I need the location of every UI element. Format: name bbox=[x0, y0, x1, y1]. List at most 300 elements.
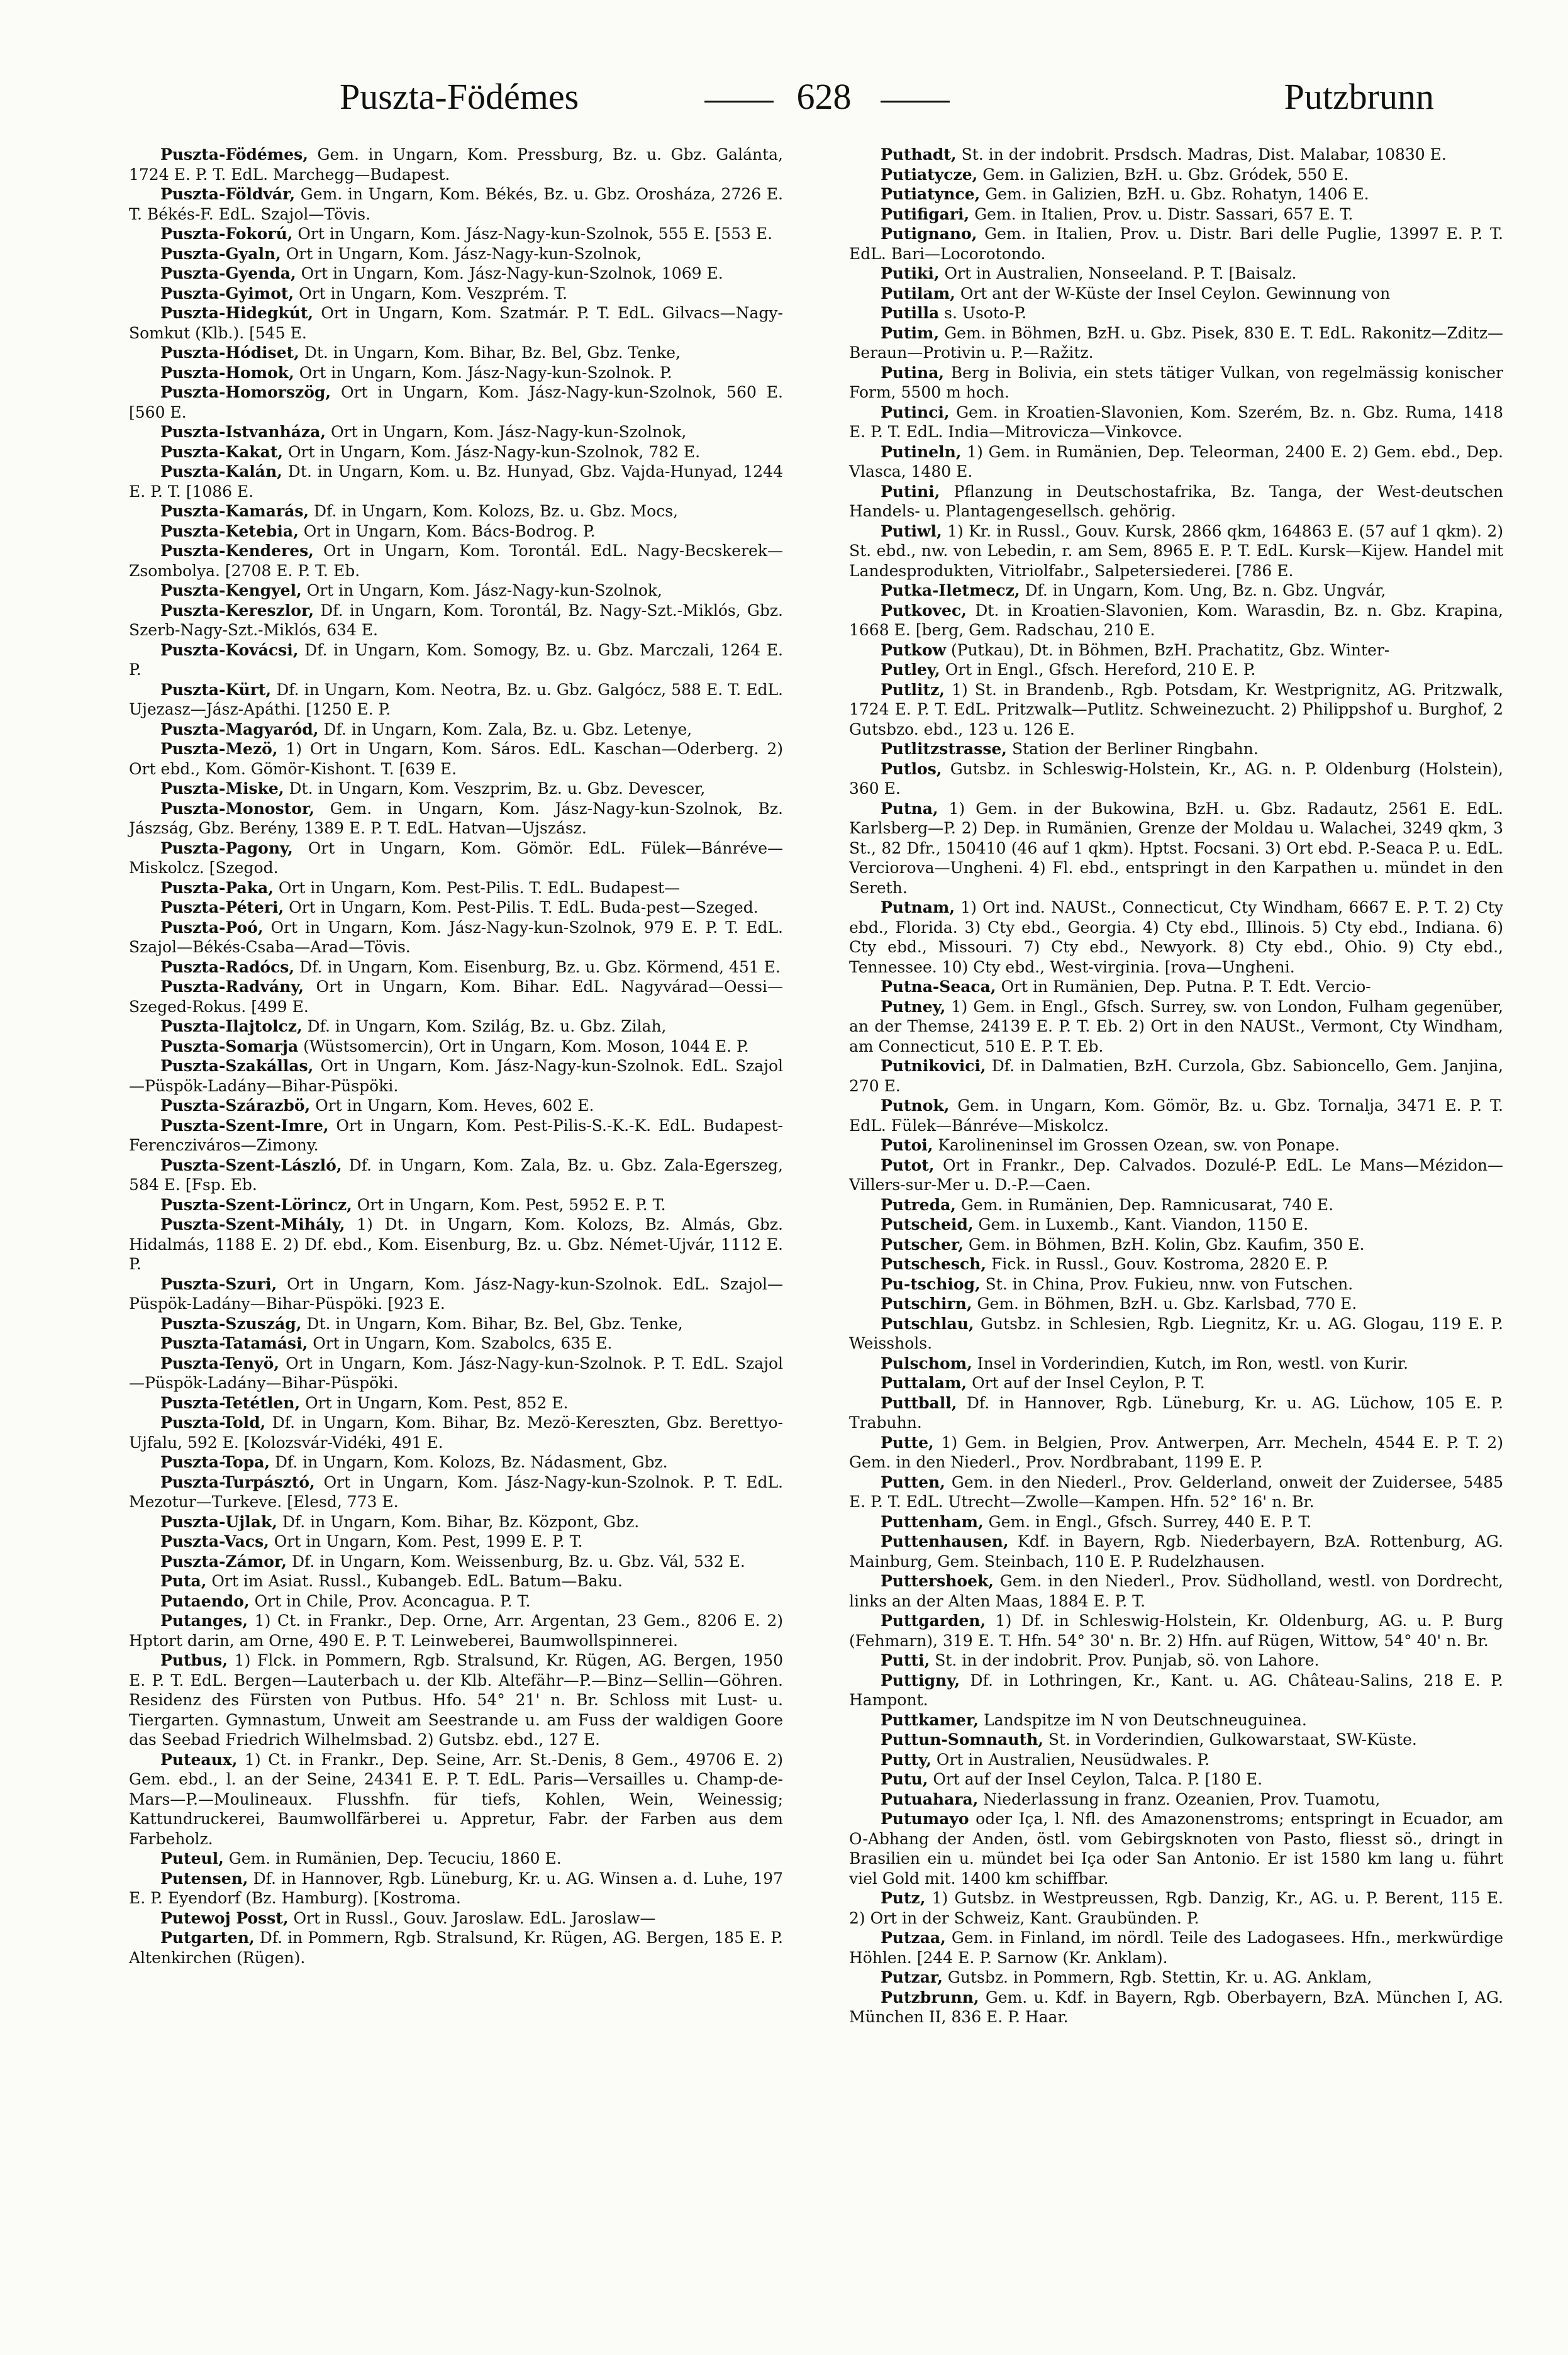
entry-text: Gem. in Galizien, BzH. u. Gbz. Rohatyn, 1406 E. bbox=[980, 185, 1369, 203]
entry-text: Gutsbz. in Pommern, Rgb. Stettin, Kr. u. AG. Anklam, bbox=[942, 1968, 1372, 1986]
entry-text: 1) Dt. in Ungarn, Kom. Kolozs, Bz. Almás, Gbz. Hidalmás, 1188 E. 2) Df. ebd., Kom. Eisenburg, Bz. u. Gbz. Német-Ujvár, 1112 E. P. bbox=[129, 1215, 783, 1273]
dictionary-entry bbox=[129, 1116, 783, 1155]
header-dash-right bbox=[881, 101, 950, 103]
dictionary-entry bbox=[849, 1294, 1503, 1314]
entry-headword: Puttenhausen, bbox=[881, 1532, 1009, 1551]
entry-text: Gem. in Italien, Prov. u. Distr. Sassari, 657 E. T. bbox=[969, 204, 1354, 223]
dictionary-entry bbox=[129, 1849, 783, 1869]
entry-headword: Puszta-Radócs, bbox=[160, 957, 295, 976]
entry-text: Ort in Ungarn, Kom. Pest, 852 E. bbox=[300, 1393, 569, 1412]
entry-headword: Putlitz, bbox=[881, 680, 945, 699]
dictionary-entry bbox=[849, 1373, 1503, 1393]
entry-headword: Putifigari, bbox=[881, 204, 970, 223]
entry-headword: Putnok, bbox=[881, 1096, 950, 1115]
entry-text: Df. in Ungarn, Kom. Torontál, Bz. Nagy-Szt.-Miklós, Gbz. Szerb-Nagy-Szt.-Miklós, 634 E. bbox=[129, 601, 783, 639]
entry-headword: Puszta-Szent-Lörincz, bbox=[160, 1195, 352, 1214]
entry-headword: Puszta-Szent-László, bbox=[160, 1155, 342, 1174]
entry-headword: Puszta-Kengyel, bbox=[160, 581, 302, 599]
dictionary-entry bbox=[849, 759, 1503, 799]
entry-text: Dt. in Ungarn, Kom. u. Bz. Hunyad, Gbz. Vajda-Hunyad, 1244 E. P. T. [1086 E. bbox=[129, 462, 783, 501]
entry-text: Ort in Ungarn, Kom. Jász-Nagy-kun-Szolnok, 782 E. bbox=[283, 442, 701, 461]
entry-text: Ort ant der W-Küste der Insel Ceylon. Gewinnung von bbox=[955, 284, 1391, 303]
dictionary-entry bbox=[129, 1532, 783, 1552]
dictionary-entry bbox=[129, 284, 783, 304]
entry-text: Df. in Ungarn, Kom. Bihar, Bz. Mezö-Kereszten, Gbz. Berettyo-Ujfalu, 592 E. [Kolozsvár-Vidéki, 491 E. bbox=[129, 1413, 783, 1452]
entry-text: Fick. in Russl., Gouv. Kostroma, 2820 E. P. bbox=[986, 1255, 1328, 1273]
dictionary-entry bbox=[849, 1215, 1503, 1235]
dictionary-entry bbox=[849, 1056, 1503, 1096]
dictionary-entry bbox=[129, 145, 783, 184]
dictionary-entry bbox=[849, 1809, 1503, 1888]
dictionary-entry bbox=[849, 1710, 1503, 1730]
entry-headword: Puszta-Szent-Imre, bbox=[160, 1116, 329, 1135]
entry-text: Df. in Ungarn, Kom. Weissenburg, Bz. u. Gbz. Vál, 532 E. bbox=[287, 1552, 745, 1571]
entry-headword: Puszta-Istvanháza, bbox=[160, 423, 326, 441]
entry-headword: Putumayo bbox=[881, 1810, 969, 1828]
entry-headword: Puszta-Homorszög, bbox=[160, 383, 331, 401]
entry-headword: Puszta-Paka, bbox=[160, 878, 274, 897]
entry-text: (Wüstsomercin), Ort in Ungarn, Kom. Moson, 1044 E. P. bbox=[298, 1037, 749, 1055]
entry-headword: Puszta-Ketebia, bbox=[160, 521, 299, 540]
entry-headword: Puszta-Mezö, bbox=[160, 740, 278, 758]
entry-headword: Puszta-Szárazbö, bbox=[160, 1096, 311, 1115]
entry-text: Ort in Ungarn, Kom. Szatmár. P. T. EdL. Gilvacs—Nagy-Somkut (Klb.). [545 E. bbox=[129, 304, 783, 342]
entry-headword: Puszta-Somarja bbox=[160, 1037, 299, 1055]
entry-headword: Puszta-Gyimot, bbox=[160, 284, 294, 303]
entry-headword: Pu-tschiog, bbox=[881, 1274, 981, 1293]
entry-text: St. in Vorderindien, Gulkowarstaat, SW-Küste. bbox=[1043, 1730, 1417, 1749]
entry-headword: Putoi, bbox=[881, 1136, 933, 1154]
entry-headword: Putkovec, bbox=[881, 601, 967, 620]
entry-headword: Putzaa, bbox=[881, 1929, 946, 1947]
entry-text: Ort in Ungarn, Kom. Pest-Pilis-S.-K.-K. EdL. Budapest-Ferencziváros—Zimony. bbox=[129, 1116, 783, 1154]
entry-headword: Putscher, bbox=[881, 1235, 964, 1254]
entry-text: Pflanzung in Deutschostafrika, Bz. Tanga, der West-deutschen Handels- u. Plantagengesellsch. gehörig. bbox=[849, 482, 1503, 520]
dictionary-entry bbox=[849, 323, 1503, 363]
entry-text: 1) Flck. in Pommern, Rgb. Stralsund, Kr. Rügen, AG. Bergen, 1950 E. P. T. EdL. Bergen—Lauterbach u. der Klb. Altefähr—P.—Binz—Sellin—Göhren. Residenz des Fürsten von Putbus. Hfo. 54° 21' n. Br. Schloss mit Lust- u. Tiergarten. Gymnastum, Unweit am Seestrande u. am Fuss der waldigen Goore das Seebad Friedrich Wilhelmsbad. 2) Gutsbz. ebd., 127 E. bbox=[129, 1651, 783, 1749]
dictionary-entry bbox=[849, 204, 1503, 225]
entry-text: Df. in Ungarn, Kom. Ung, Bz. n. Gbz. Ungvár, bbox=[1020, 581, 1386, 599]
dictionary-entry bbox=[849, 165, 1503, 185]
dictionary-entry bbox=[129, 244, 783, 264]
dictionary-entry bbox=[129, 1869, 783, 1908]
entry-text: Karolineninsel im Grossen Ozean, sw. von Ponape. bbox=[933, 1136, 1340, 1154]
entry-headword: Puszta-Told, bbox=[160, 1413, 266, 1432]
dictionary-entry bbox=[849, 1512, 1503, 1532]
dictionary-entry bbox=[129, 1452, 783, 1473]
entry-text: 1) Ort ind. NAUSt., Connecticut, Cty Windham, 6667 E. P. T. 2) Cty ebd., Florida. 3) Cty ebd., Georgia. 4) Cty ebd., Illinois. 5) Cty ebd., Indiana. 6) Cty ebd., Missouri. 7) Cty ebd., Newyork. 8) Cty ebd., Ohio. 9) Cty ebd., Tennessee. 10) Cty ebd., West-virginia. [rova—Ungheni. bbox=[849, 898, 1503, 976]
entry-text: Niederlassung in franz. Ozeanien, Prov. Tuamotu, bbox=[978, 1790, 1381, 1808]
entry-text: Gem. in Rumänien, Dep. Tecuciu, 1860 E. bbox=[223, 1849, 562, 1868]
entry-headword: Puszta-Kenderes, bbox=[160, 542, 314, 560]
dictionary-entry bbox=[849, 363, 1503, 403]
dictionary-entry bbox=[129, 264, 783, 284]
entry-text: 1) Ct. in Frankr., Dep. Seine, Arr. St.-Denis, 8 Gem., 49706 E. 2) Gem. ebd., l. an der Seine, 24341 E. P. T. EdL. Paris—Versailles u. Champ-de-Mars—P.—Moulineaux. Flusshfn. für tiefs, Kohlen, Wein, Weinessig; Kattundruckerei, Baumwollfärberei u. Appretur, Fabr. der Farben aus dem Farbeholz. bbox=[129, 1750, 783, 1848]
entry-headword: Putten, bbox=[881, 1473, 945, 1491]
entry-text: oder Iça, l. Nfl. des Amazonenstroms; entspringt in Ecuador, am O-Abhang der Anden, östl. vom Gebirgsknoten von Pasto, fliesst sö., dringt in Brasilien ein u. mündet bei Iça oder San Antonio. Er ist 1580 km lang u. führt viel Gold mit. 1400 km schiffbar. bbox=[849, 1810, 1503, 1888]
dictionary-entry bbox=[129, 1056, 783, 1096]
dictionary-entry bbox=[849, 1790, 1503, 1810]
entry-headword: Putiwl, bbox=[881, 521, 942, 540]
entry-text: Gem. in Finland, im nördl. Teile des Ladogasees. Hfn., merkwürdige Höhlen. [244 E. P. Sarnow (Kr. Anklam). bbox=[849, 1929, 1503, 1967]
entry-headword: Puszta-Hódiset, bbox=[160, 343, 299, 362]
entry-headword: Puszta-Kürt, bbox=[160, 680, 272, 699]
dictionary-entry bbox=[129, 541, 783, 581]
dictionary-entry bbox=[849, 1611, 1503, 1651]
dictionary-entry bbox=[129, 501, 783, 521]
entry-text: Dt. in Ungarn, Kom. Veszprim, Bz. u. Gbz. Devescer, bbox=[284, 779, 706, 798]
entry-headword: Puszta-Poó, bbox=[160, 918, 264, 937]
dictionary-entry bbox=[849, 145, 1503, 165]
entry-headword: Putkow bbox=[881, 640, 947, 659]
entry-text: Dt. in Ungarn, Kom. Bihar, Bz. Bel, Gbz. Tenke, bbox=[301, 1314, 683, 1333]
dictionary-entry bbox=[129, 957, 783, 977]
entry-headword: Putiatycze, bbox=[881, 165, 978, 184]
entry-headword: Puszta-Vacs, bbox=[160, 1532, 269, 1551]
entry-text: Df. in Dalmatien, BzH. Curzola, Gbz. Sabioncello, Gem. Janjina, 270 E. bbox=[849, 1057, 1503, 1095]
dictionary-entry bbox=[849, 1473, 1503, 1512]
dictionary-entry bbox=[129, 422, 783, 442]
dictionary-entry bbox=[129, 838, 783, 878]
entry-text: Ort in Ungarn, Kom. Pest, 1999 E. P. T. bbox=[269, 1532, 583, 1551]
entry-headword: Putim, bbox=[881, 323, 940, 342]
entry-headword: Putna, bbox=[881, 799, 938, 818]
entry-headword: Puszta-Szuszág, bbox=[160, 1314, 302, 1333]
dictionary-entry bbox=[849, 997, 1503, 1057]
dictionary-entry bbox=[849, 1651, 1503, 1671]
dictionary-entry bbox=[129, 1333, 783, 1354]
dictionary-entry bbox=[129, 1928, 783, 1968]
entry-headword: Putty, bbox=[881, 1750, 931, 1769]
entry-headword: Putley, bbox=[881, 660, 940, 679]
header-dash-left bbox=[704, 101, 774, 103]
entry-text: 1) Gutsbz. in Westpreussen, Rgb. Danzig, Kr., AG. u. P. Berent, 115 E. 2) Ort in der Schweiz, Kant. Graubünden. P. bbox=[849, 1889, 1503, 1927]
entry-headword: Puszta-Hidegkút, bbox=[160, 304, 314, 322]
dictionary-entry bbox=[129, 363, 783, 383]
dictionary-entry bbox=[849, 601, 1503, 640]
entry-text: Ort in Ungarn, Kom. Jász-Nagy-kun-Szolnok. P. T. EdL. Mezotur—Turkeve. [Elesd, 773 E. bbox=[129, 1473, 783, 1511]
entry-text: Gem. in den Niederl., Prov. Gelderland, onweit der Zuidersee, 5485 E. P. T. EdL. Utrecht—Zwolle—Kampen. Hfn. 52° 16' n. Br. bbox=[849, 1473, 1503, 1511]
entry-text: Ort in Ungarn, Kom. Jász-Nagy-kun-Szolnok. P. bbox=[294, 363, 672, 382]
entry-text: Df. in Ungarn, Kom. Zala, Bz. u. Gbz. Letenye, bbox=[318, 720, 692, 738]
entry-headword: Putzbrunn, bbox=[881, 1988, 979, 2007]
entry-headword: Putlos, bbox=[881, 759, 942, 778]
entry-headword: Puttun-Somnauth, bbox=[881, 1730, 1043, 1749]
entry-text: 1) Gem. in der Bukowina, BzH. u. Gbz. Radautz, 2561 E. EdL. Karlsberg—P. 2) Dep. in Rumänien, Grenze der Moldau u. Walachei, 3249 qkm, 3 St., 82 Dfr., 150410 (46 auf 1 qkm). Hptst. Focsani. 3) Ort ebd. P.-Seaca P. u. EdL. Verciorova—Ungheni. 4) Fl. ebd., entspringt in den Karpathen u. mündet in den Sereth. bbox=[849, 799, 1503, 897]
dictionary-entry bbox=[849, 680, 1503, 740]
entry-text: Ort in Ungarn, Kom. Heves, 602 E. bbox=[310, 1096, 594, 1115]
dictionary-entry bbox=[129, 1195, 783, 1215]
entry-text: Ort in Ungarn, Kom. Jász-Nagy-kun-Szolnok, bbox=[301, 581, 662, 599]
dictionary-entry bbox=[849, 1354, 1503, 1374]
entry-headword: Putscheid, bbox=[881, 1215, 974, 1233]
dictionary-entry bbox=[849, 224, 1503, 264]
dictionary-entry bbox=[129, 720, 783, 740]
entry-text: Ort in Engl., Gfsch. Hereford, 210 E. P. bbox=[940, 660, 1256, 679]
entry-text: Ort in Ungarn, Kom. Jász-Nagy-kun-Szolnok. P. T. EdL. Szajol—Püspök-Ladány—Bihar-Püspöki. bbox=[129, 1354, 783, 1392]
entry-text: Df. in Ungarn, Kom. Somogy, Bz. u. Gbz. Marczali, 1264 E. P. bbox=[129, 640, 783, 679]
entry-text: Gem. in Luxemb., Kant. Viandon, 1150 E. bbox=[973, 1215, 1309, 1233]
entry-headword: Puszta-Kakat, bbox=[160, 442, 284, 461]
entry-headword: Putschesch, bbox=[881, 1255, 987, 1273]
entry-headword: Putilla bbox=[881, 304, 940, 322]
dictionary-entry bbox=[129, 1750, 783, 1849]
entry-headword: Putnikovici, bbox=[881, 1057, 986, 1075]
entry-text: Ort in Ungarn, Kom. Jász-Nagy-kun-Szolnok. EdL. Szajol—Püspök-Ladány—Bihar-Püspöki. bbox=[129, 1057, 783, 1095]
entry-text: Dt. in Ungarn, Kom. Bihar, Bz. Bel, Gbz. Tenke, bbox=[299, 343, 681, 362]
dictionary-entry bbox=[129, 918, 783, 957]
entry-headword: Putilam, bbox=[881, 284, 955, 303]
dictionary-entry bbox=[129, 799, 783, 838]
page-header bbox=[151, 75, 1434, 132]
entry-text: Ort in Russl., Gouv. Jaroslaw. EdL. Jaroslaw— bbox=[288, 1908, 656, 1927]
entry-headword: Puszta-Kovácsi, bbox=[160, 640, 299, 659]
entry-text: Ort in Australien, Neusüdwales. P. bbox=[931, 1750, 1210, 1769]
dictionary-entry bbox=[129, 1393, 783, 1413]
entry-headword: Puszta-Fokorú, bbox=[160, 225, 293, 243]
entry-headword: Putney, bbox=[881, 997, 946, 1016]
entry-headword: Puttalam, bbox=[881, 1374, 967, 1392]
entry-headword: Puszta-Monostor, bbox=[160, 799, 314, 818]
dictionary-entry bbox=[849, 660, 1503, 680]
dictionary-entry bbox=[129, 1016, 783, 1037]
entry-text: Kdf. in Bayern, Rgb. Niederbayern, BzA. Rottenburg, AG. Mainburg, Gem. Steinbach, 110 E. P. Rudelzhausen. bbox=[849, 1532, 1503, 1571]
entry-text: Gem. in den Niederl., Prov. Südholland, westl. von Dordrecht, links an der Alten Maas, 1884 E. P. T. bbox=[849, 1572, 1503, 1610]
entry-headword: Puszta-Szakállas, bbox=[160, 1057, 314, 1075]
entry-text: Ort auf der Insel Ceylon, Talca. P. [180 E. bbox=[928, 1770, 1263, 1788]
entry-headword: Putz, bbox=[881, 1889, 926, 1907]
entry-text: Df. in Ungarn, Kom. Zala, Bz. u. Gbz. Zala-Egerszeg, 584 E. [Fsp. Eb. bbox=[129, 1155, 783, 1194]
entry-text: Ort in Ungarn, Kom. Bihar. EdL. Nagyvárad—Oessi—Szeged-Rokus. [499 E. bbox=[129, 977, 783, 1016]
entry-headword: Puszta-Szuri, bbox=[160, 1274, 277, 1293]
dictionary-entry bbox=[849, 1671, 1503, 1710]
entry-text: Gem. in Kroatien-Slavonien, Kom. Szerém, Bz. n. Gbz. Ruma, 1418 E. P. T. EdL. India—Mitrovicza—Vinkovce. bbox=[849, 403, 1503, 441]
entry-text: 1) St. in Brandenb., Rgb. Potsdam, Kr. Westprignitz, AG. Pritzwalk, 1724 E. P. T. EdL. Pritzwalk—Putlitz. Schweinezucht. 2) Philippshof u. Burghof, 2 Gutsbzo. ebd., 123 u. 126 E. bbox=[849, 680, 1503, 738]
entry-text: Df. in Ungarn, Kom. Szilág, Bz. u. Gbz. Zilah, bbox=[302, 1017, 667, 1035]
dictionary-entry bbox=[129, 184, 783, 224]
entry-text: s. Usoto-P. bbox=[939, 304, 1027, 322]
entry-text: Gutsbz. in Schlesien, Rgb. Liegnitz, Kr. u. AG. Glogau, 119 E. P. Weisshols. bbox=[849, 1314, 1503, 1352]
entry-text: (Putkau), Dt. in Böhmen, BzH. Prachatitz, Gbz. Winter- bbox=[946, 640, 1390, 659]
dictionary-entry bbox=[849, 521, 1503, 581]
entry-text: Ort in Ungarn, Kom. Jász-Nagy-kun-Szolnok, 555 E. [553 E. bbox=[292, 225, 773, 243]
dictionary-entry bbox=[129, 581, 783, 601]
dictionary-entry bbox=[129, 442, 783, 462]
entry-text: Df. in Ungarn, Kom. Kolozs, Bz. Nádasment, Gbz. bbox=[270, 1453, 668, 1471]
entry-text: Dt. in Kroatien-Slavonien, Kom. Warasdin, Bz. n. Gbz. Krapina, 1668 E. [berg, Gem. Radschau, 210 E. bbox=[849, 601, 1503, 639]
dictionary-entry bbox=[129, 1512, 783, 1532]
dictionary-entry bbox=[129, 601, 783, 640]
entry-text: 1) Ort in Ungarn, Kom. Sáros. EdL. Kaschan—Oderberg. 2) Ort ebd., Kom. Gömör-Kishont. T. [639 E. bbox=[129, 740, 783, 778]
entry-headword: Puszta-Homok, bbox=[160, 363, 294, 382]
entry-text: Df. in Ungarn, Kom. Kolozs, Bz. u. Gbz. Mocs, bbox=[309, 502, 678, 520]
dictionary-entry bbox=[849, 1730, 1503, 1750]
dictionary-entry bbox=[129, 878, 783, 898]
dictionary-entry bbox=[129, 521, 783, 542]
entry-text: Ort in Australien, Nonseeland. P. T. [Baisalz. bbox=[939, 264, 1297, 282]
entry-headword: Putineln, bbox=[881, 442, 962, 461]
entry-headword: Putewoj Posst, bbox=[160, 1908, 289, 1927]
entry-text: Berg in Bolivia, ein stets tätiger Vulkan, von regelmässig konischer Form, 5500 m hoch. bbox=[849, 363, 1503, 401]
entry-headword: Putreda, bbox=[881, 1195, 956, 1214]
dictionary-entry bbox=[129, 1354, 783, 1393]
entry-text: Ort in Ungarn, Kom. Jász-Nagy-kun-Szolnok, bbox=[281, 244, 642, 263]
entry-text: 1) Ct. in Frankr., Dep. Orne, Arr. Argentan, 23 Gem., 8206 E. 2) Hptort darin, am Orne, 490 E. P. T. Leinweberei, Baumwollspinnerei. bbox=[129, 1612, 783, 1650]
dictionary-entry bbox=[129, 739, 783, 779]
entry-headword: Puta, bbox=[160, 1572, 207, 1590]
entry-headword: Putini, bbox=[881, 482, 940, 501]
entry-headword: Putignano, bbox=[881, 225, 977, 243]
dictionary-entry bbox=[849, 482, 1503, 521]
entry-text: Gutsbz. in Schleswig-Holstein, Kr., AG. n. P. Oldenburg (Holstein), 360 E. bbox=[849, 759, 1503, 798]
dictionary-entry bbox=[849, 739, 1503, 759]
entry-text: Ort in Ungarn, Kom. Pest-Pilis. T. EdL. Budapest— bbox=[273, 878, 681, 897]
entry-headword: Puttgarden, bbox=[881, 1612, 986, 1630]
entry-text: Station der Berliner Ringbahn. bbox=[1007, 740, 1259, 758]
entry-headword: Putiatynce, bbox=[881, 185, 981, 203]
entry-text: Ort in Chile, Prov. Aconcagua. P. T. bbox=[249, 1591, 531, 1610]
dictionary-entry bbox=[129, 1571, 783, 1591]
page-number: 628 bbox=[796, 76, 852, 117]
entry-headword: Puszta-Szent-Mihály, bbox=[160, 1215, 345, 1233]
entry-text: Df. in Lothringen, Kr., Kant. u. AG. Château-Salins, 218 E. P. Hampont. bbox=[849, 1671, 1503, 1709]
dictionary-entry bbox=[849, 264, 1503, 284]
entry-headword: Putte, bbox=[881, 1433, 934, 1452]
dictionary-entry bbox=[849, 1274, 1503, 1294]
entry-headword: Puszta-Tatamási, bbox=[160, 1334, 308, 1352]
entry-headword: Putlitzstrasse, bbox=[881, 740, 1008, 758]
dictionary-entry bbox=[849, 898, 1503, 977]
entry-headword: Putanges, bbox=[160, 1612, 248, 1630]
dictionary-entry bbox=[129, 1215, 783, 1274]
entry-text: Df. in Ungarn, Kom. Eisenburg, Bz. u. Gbz. Körmend, 451 E. bbox=[294, 957, 781, 976]
dictionary-entry bbox=[849, 799, 1503, 898]
entry-text: Ort im Asiat. Russl., Kubangeb. EdL. Batum—Baku. bbox=[206, 1572, 623, 1590]
entry-headword: Puszta-Magyaród, bbox=[160, 720, 319, 738]
entry-text: Ort in Ungarn, Kom. Szabolcs, 635 E. bbox=[308, 1334, 613, 1352]
entry-text: Gem. in Ungarn, Kom. Jász-Nagy-kun-Szolnok, Bz. Jászság, Gbz. Berény, 1389 E. P. T. EdL. Hatvan—Ujszász. bbox=[129, 799, 783, 837]
entry-headword: Putot, bbox=[881, 1155, 935, 1174]
dictionary-entry bbox=[849, 1433, 1503, 1473]
entry-headword: Puttball, bbox=[881, 1393, 957, 1412]
entry-text: Ort in Rumänien, Dep. Putna. P. T. Edt. Vercio- bbox=[996, 977, 1371, 996]
dictionary-entry bbox=[129, 1314, 783, 1334]
dictionary-entry bbox=[849, 442, 1503, 482]
entry-headword: Puszta-Ujlak, bbox=[160, 1512, 277, 1531]
entry-headword: Puttkamer, bbox=[881, 1710, 979, 1729]
entry-text: 1) Kr. in Russl., Gouv. Kursk, 2866 qkm, 164863 E. (57 auf 1 qkm). 2) St. ebd., nw. von Lebedin, r. am Sem, 8965 E. P. T. EdL. Kursk—Kijew. Handel mit Landesprodukten, Vitriolfabr., Salpetersiederei. [786 E. bbox=[849, 521, 1503, 580]
dictionary-entry bbox=[129, 1096, 783, 1116]
entry-text: Ort in Ungarn, Kom. Jász-Nagy-kun-Szolnok, bbox=[326, 423, 687, 441]
dictionary-entry bbox=[129, 1274, 783, 1314]
entry-headword: Puszta-Topa, bbox=[160, 1453, 270, 1471]
entry-text: Gem. in Rumänien, Dep. Ramnicusarat, 740 E. bbox=[955, 1195, 1334, 1214]
entry-text: 1) Gem. in Rumänien, Dep. Teleorman, 2400 E. 2) Gem. ebd., Dep. Vlasca, 1480 E. bbox=[849, 442, 1503, 481]
entry-text: St. in der indobrit. Prov. Punjab, sö. von Lahore. bbox=[930, 1651, 1320, 1669]
entry-text: Df. in Pommern, Rgb. Stralsund, Kr. Rügen, AG. Bergen, 185 E. P. Altenkirchen (Rügen). bbox=[129, 1929, 783, 1967]
dictionary-entry bbox=[129, 303, 783, 343]
entry-headword: Puszta-Péteri, bbox=[160, 898, 284, 916]
entry-headword: Puttigny, bbox=[881, 1671, 960, 1690]
header-first-headword: Puszta-Födémes bbox=[340, 76, 579, 117]
entry-text: Ort in Ungarn, Kom. Jász-Nagy-kun-Szolnok, 1069 E. bbox=[296, 264, 723, 282]
entry-headword: Putti, bbox=[881, 1651, 930, 1669]
dictionary-entry bbox=[849, 1096, 1503, 1135]
entry-headword: Putu, bbox=[881, 1770, 928, 1788]
dictionary-entry bbox=[849, 284, 1503, 304]
entry-text: St. in China, Prov. Fukieu, nnw. von Futschen. bbox=[980, 1274, 1354, 1293]
entry-headword: Pulschom, bbox=[881, 1354, 972, 1372]
dictionary-entry bbox=[849, 1393, 1503, 1433]
dictionary-entry bbox=[849, 1195, 1503, 1215]
dictionary-entry bbox=[129, 640, 783, 680]
entry-headword: Puszta-Zámor, bbox=[160, 1552, 287, 1571]
entry-headword: Puszta-Ilajtolcz, bbox=[160, 1017, 303, 1035]
entry-headword: Puteaux, bbox=[160, 1750, 238, 1769]
entry-headword: Puszta-Radvány, bbox=[160, 977, 304, 996]
dictionary-entry bbox=[129, 1413, 783, 1452]
dictionary-entry bbox=[129, 382, 783, 422]
left-column bbox=[129, 145, 783, 1968]
entry-text: Landspitze im N von Deutschneuguinea. bbox=[979, 1710, 1307, 1729]
entry-headword: Puszta-Kamarás, bbox=[160, 502, 309, 520]
entry-text: Gem. in Italien, Prov. u. Distr. Bari delle Puglie, 13997 E. P. T. EdL. Bari—Locorotondo. bbox=[849, 225, 1503, 263]
entry-headword: Puttenham, bbox=[881, 1512, 984, 1531]
entry-text: 1) Df. in Schleswig-Holstein, Kr. Oldenburg, AG. u. P. Burg (Fehmarn), 319 E. T. Hfn. 54° 30' n. Br. 2) Hfn. auf Rügen, Wittow, 54° 40' n. Br. bbox=[849, 1612, 1503, 1650]
entry-headword: Putzar, bbox=[881, 1968, 943, 1986]
entry-text: Gem. in Engl., Gfsch. Surrey, 440 E. P. T. bbox=[983, 1512, 1312, 1531]
entry-text: 1) Gem. in Engl., Gfsch. Surrey, sw. von London, Fulham gegenüber, an der Themse, 24139 E. P. T. Eb. 2) Ort in den NAUSt., Vermont, Cty Windham, am Connecticut, 510 E. P. T. Eb. bbox=[849, 997, 1503, 1055]
dictionary-entry bbox=[129, 977, 783, 1016]
entry-text: Gem. in Böhmen, BzH. u. Gbz. Karlsbad, 770 E. bbox=[972, 1294, 1357, 1313]
dictionary-entry bbox=[849, 1135, 1503, 1155]
dictionary-entry bbox=[129, 1591, 783, 1612]
entry-headword: Puthadt, bbox=[881, 145, 957, 164]
dictionary-entry bbox=[849, 581, 1503, 601]
dictionary-entry bbox=[129, 1552, 783, 1572]
entry-text: 1) Gem. in Belgien, Prov. Antwerpen, Arr. Mecheln, 4544 E. P. T. 2) Gem. in den Niederl., Prov. Nordbrabant, 1199 E. P. bbox=[849, 1433, 1503, 1471]
entry-text: Gem. in Galizien, BzH. u. Gbz. Gródek, 550 E. bbox=[977, 165, 1349, 184]
entry-headword: Puszta-Pagony, bbox=[160, 838, 293, 857]
dictionary-entry bbox=[849, 1769, 1503, 1790]
entry-headword: Putiki, bbox=[881, 264, 940, 282]
right-column bbox=[849, 145, 1503, 2027]
entry-headword: Puszta-Turpásztó, bbox=[160, 1473, 315, 1491]
entry-text: Ort in Ungarn, Kom. Jász-Nagy-kun-Szolnok. EdL. Szajol—Püspök-Ladány—Bihar-Püspöki. [923 E. bbox=[129, 1274, 783, 1313]
dictionary-entry bbox=[129, 462, 783, 501]
dictionary-entry bbox=[849, 1235, 1503, 1255]
dictionary-entry bbox=[849, 640, 1503, 660]
entry-text: Gem. in Ungarn, Kom. Békés, Bz. u. Gbz. Orosháza, 2726 E. T. Békés-F. EdL. Szajol—Tövis. bbox=[129, 185, 783, 223]
entry-text: Ort in Ungarn, Kom. Torontál. EdL. Nagy-Becskerek—Zsombolya. [2708 E. P. T. Eb. bbox=[129, 542, 783, 580]
entry-headword: Putka-Iletmecz, bbox=[881, 581, 1020, 599]
entry-text: Ort in Ungarn, Kom. Bács-Bodrog. P. bbox=[298, 521, 596, 540]
dictionary-entry bbox=[129, 898, 783, 918]
dictionary-entry bbox=[129, 1155, 783, 1195]
dictionary-entry bbox=[129, 1611, 783, 1651]
entry-headword: Putensen, bbox=[160, 1869, 248, 1888]
entry-headword: Putschlau, bbox=[881, 1314, 974, 1333]
dictionary-entry bbox=[129, 1651, 783, 1750]
dictionary-entry bbox=[129, 779, 783, 799]
dictionary-entry bbox=[849, 1155, 1503, 1195]
entry-headword: Puszta-Kalán, bbox=[160, 462, 282, 481]
entry-headword: Puteul, bbox=[160, 1849, 224, 1868]
entry-headword: Puszta-Földvár, bbox=[160, 185, 296, 203]
entry-text: Insel in Vorderindien, Kutch, im Ron, westl. von Kurir. bbox=[972, 1354, 1409, 1372]
entry-text: Df. in Hannover, Rgb. Lüneburg, Kr. u. AG. Winsen a. d. Luhe, 197 E. P. Eyendorf (Bz. Hamburg). [Kostroma. bbox=[129, 1869, 783, 1907]
header-last-headword: Putzbrunn bbox=[1284, 76, 1434, 117]
